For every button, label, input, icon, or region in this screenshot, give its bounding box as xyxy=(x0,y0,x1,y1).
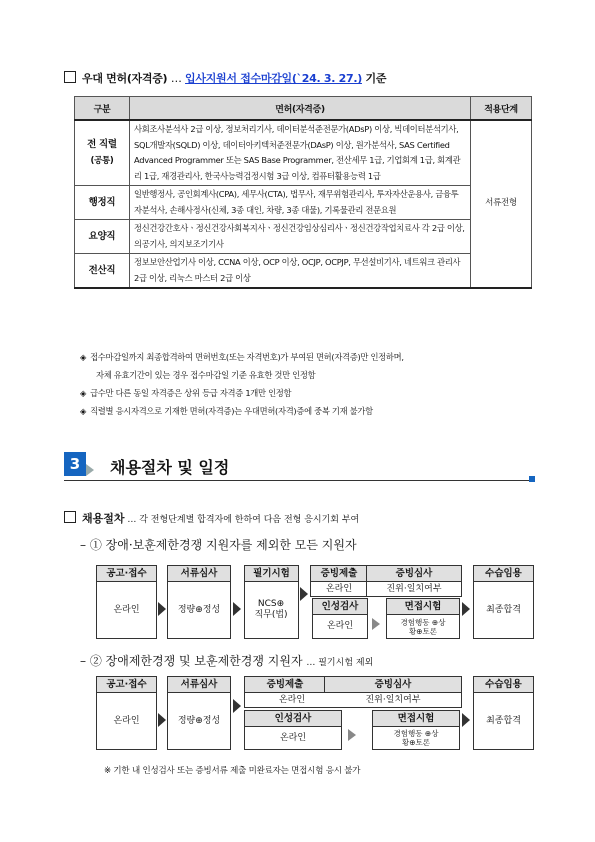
arrow-icon xyxy=(233,699,241,713)
flow2-h-interview: 면접시험 xyxy=(372,710,460,727)
flow2-proofcheck-text: 진위·일치여부 xyxy=(365,694,421,705)
arrow-icon xyxy=(348,729,356,741)
arrow-icon xyxy=(300,587,308,601)
flow2-apply-text: 온라인 xyxy=(113,715,140,726)
section-divider xyxy=(64,480,534,481)
flow1-h-doc: 서류심사 xyxy=(167,565,231,582)
row-category: 전 직렬 (공통) xyxy=(75,120,130,186)
note-2: ◈ 급수만 다른 동일 자격증은 상위 등급 자격증 1개만 인정함 xyxy=(80,388,292,398)
row-licenses: 정신건강간호사ㆍ정신건강사회복지사ㆍ정신건강임상심리사ㆍ정신건강작업치료사 각 2급 이상, 의공기사, 의지보조기기사 xyxy=(130,220,471,254)
flow2-h-hire: 수습임용 xyxy=(473,676,534,693)
table-row xyxy=(75,254,532,289)
row-licenses: 일반행정사, 공인회계사(CPA), 세무사(CTA), 법무사, 재무위험관리사, 투자자산운용사, 금융투자분석사, 손해사정사(신체, 3종 대인, 차량, 3종 대물), 기록물관리 전문요원 xyxy=(130,186,471,220)
flow1-proofcheck-text: 진위·일치여부 xyxy=(386,583,442,594)
th-license: 면허(자격증) xyxy=(130,97,471,121)
arrow-icon xyxy=(462,713,470,727)
license-table xyxy=(74,96,532,289)
pref-title: 우대 면허(자격증) xyxy=(82,72,168,85)
pref-dots: … xyxy=(170,72,182,85)
flow1-interview-text: 경험행동 ⊕상황⊕토론 xyxy=(400,617,446,636)
flow1-personality-text: 온라인 xyxy=(326,621,354,631)
pref-heading xyxy=(64,70,386,86)
arrow-icon xyxy=(462,602,470,616)
table-row xyxy=(75,186,532,220)
flow2-interview-text: 경험행동 ⊕상황⊕토론 xyxy=(393,729,439,747)
flow2-h-personality: 인성검사 xyxy=(244,710,342,727)
table-row xyxy=(75,220,532,254)
flow1-proof-text: 온라인 xyxy=(325,583,353,594)
flow1-h-proof: 증빙제출 xyxy=(310,565,368,582)
row-category: 요양직 xyxy=(75,220,130,254)
stage-cell: 서류전형 xyxy=(471,120,532,288)
flow2-h-proofcheck: 증빙심사 xyxy=(324,676,462,693)
flow1-h-apply: 공고·접수 xyxy=(96,565,157,582)
row-category: 행정직 xyxy=(75,186,130,220)
table-row xyxy=(75,120,532,186)
checkbox-square-icon xyxy=(64,71,76,83)
flow1-apply-text: 온라인 xyxy=(113,604,140,615)
flow2-hire-text: 최종합격 xyxy=(486,715,521,726)
note-1: ◈ 접수마감일까지 최종합격하여 면허번호(또는 자격번호)가 부여된 면허(자격증)만 인정하며, xyxy=(80,352,404,362)
flow1-hire-text: 최종합격 xyxy=(486,604,521,615)
procedure-heading: 채용절차 … 각 전형단계별 합격자에 한하여 다음 전형 응시기회 부여 xyxy=(64,510,359,526)
flow2-proof-text: 온라인 xyxy=(278,694,306,705)
row-licenses: 사회조사분석사 2급 이상, 정보처리기사, 데이터분석준전문가(ADsP) 이상, 빅데이터분석기사, SQL개발자(SQLD) 이상, 데이터아키텍처준전문가(DAsP) 이상, 원가분석사, SAS Certified Advanced Programmer 또는 SAS Base Programmer, 전산세무 1급, 기업회계 1급, 회계관리 1급, 재경관리사, 한국사능력검정시험 3급 이상, 컴퓨터활용능력 1급 xyxy=(130,120,471,186)
flow2-label: – ② 장애제한경쟁 및 보훈제한경쟁 지원자 … 필기시험 제외 xyxy=(80,654,374,668)
section-marker-icon xyxy=(529,476,535,482)
arrow-icon xyxy=(158,602,166,616)
pref-suffix: 기준 xyxy=(361,72,387,85)
note-1-cont: 자체 유효기간이 있는 경우 접수마감일 기준 유효한 것만 인정함 xyxy=(96,370,316,380)
arrow-icon xyxy=(372,618,380,630)
arrow-icon xyxy=(233,602,241,616)
flow2-h-apply: 공고·접수 xyxy=(96,676,157,693)
pref-deadline: 입사지원서 접수마감일(`24. 3. 27.) xyxy=(185,72,362,85)
flow1-written-text: NCS⊕ 직무(법) xyxy=(254,599,288,620)
flow1-h-written: 필기시험 xyxy=(244,565,299,582)
section-number: 3 xyxy=(64,452,86,476)
flow2-personality-text: 온라인 xyxy=(279,732,307,743)
row-licenses: 정보보안산업기사 이상, CCNA 이상, OCP 이상, OCJP, OCPJP, 무선설비기사, 네트워크 관리사 2급 이상, 리눅스 마스터 2급 이상 xyxy=(130,254,471,289)
footnote: ※ 기한 내 인성검사 또는 증빙서류 제출 미완료자는 면접시험 응시 불가 xyxy=(104,766,361,776)
row-category: 전산직 xyxy=(75,254,130,289)
flow2-doc-text: 정량⊕정성 xyxy=(177,715,221,726)
flow2-h-proof: 증빙제출 xyxy=(244,676,326,693)
th-category: 구분 xyxy=(75,97,130,121)
section-title: 채용절차 및 일정 xyxy=(110,458,230,477)
flow1-label: – ① 장애·보훈제한경쟁 지원자를 제외한 모든 지원자 xyxy=(80,538,357,552)
th-stage: 적용단계 xyxy=(471,97,532,121)
flow1-h-proofcheck: 증빙심사 xyxy=(366,565,462,582)
section-arrow-icon xyxy=(86,464,94,476)
flow1-h-personality: 인성검사 xyxy=(312,598,368,615)
note-3: ◈ 직렬별 응시자격으로 기재한 면허(자격증)는 우대면허(자격)증에 중복 기재 불가함 xyxy=(80,406,373,416)
flow1-h-interview: 면접시험 xyxy=(386,598,460,615)
flow1-h-hire: 수습임용 xyxy=(473,565,534,582)
flow1-doc-text: 정량⊕정성 xyxy=(177,604,221,615)
arrow-icon xyxy=(158,713,166,727)
flow2-h-doc: 서류심사 xyxy=(167,676,231,693)
checkbox-square-icon xyxy=(64,511,76,523)
